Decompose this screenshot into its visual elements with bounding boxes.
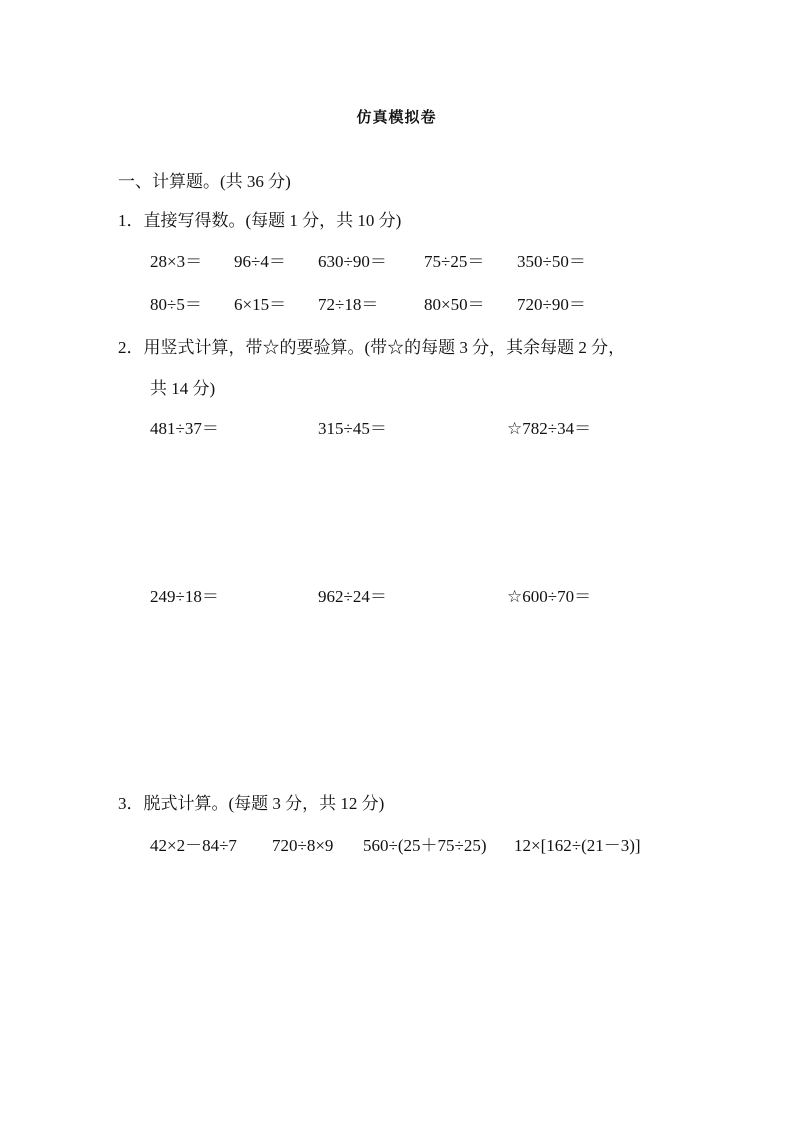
problem: 481÷37＝	[150, 419, 219, 438]
problem: 96÷4＝	[234, 252, 286, 271]
problem: 12×[162÷(21－3)]	[514, 836, 641, 855]
problem: 720÷90＝	[517, 295, 586, 314]
problem: 315÷45＝	[318, 419, 387, 438]
problem: 560÷(25＋75÷25)	[363, 836, 487, 855]
problem-starred: ☆782÷34＝	[507, 419, 592, 438]
problem: 42×2－84÷7	[150, 836, 237, 855]
problem: 720÷8×9	[272, 836, 334, 855]
question-2-heading: 2．用竖式计算，带☆的要验算。(带☆的每题 3 分，其余每题 2 分，	[118, 338, 626, 357]
problem: 80÷5＝	[150, 295, 202, 314]
question-2-heading-continued: 共 14 分)	[150, 379, 216, 398]
question-1-heading: 1．直接写得数。(每题 1 分，共 10 分)	[118, 211, 402, 230]
problem: 249÷18＝	[150, 587, 219, 606]
problem-starred: ☆600÷70＝	[507, 587, 592, 606]
question-3-heading: 3．脱式计算。(每题 3 分，共 12 分)	[118, 794, 385, 813]
section-heading: 一、计算题。(共 36 分)	[118, 172, 291, 191]
problem: 350÷50＝	[517, 252, 586, 271]
problem: 6×15＝	[234, 295, 287, 314]
problem: 75÷25＝	[424, 252, 485, 271]
problem: 80×50＝	[424, 295, 485, 314]
page-title: 仿真模拟卷	[356, 108, 437, 126]
problem: 72÷18＝	[318, 295, 379, 314]
problem: 630÷90＝	[318, 252, 387, 271]
problem: 962÷24＝	[318, 587, 387, 606]
problem: 28×3＝	[150, 252, 203, 271]
